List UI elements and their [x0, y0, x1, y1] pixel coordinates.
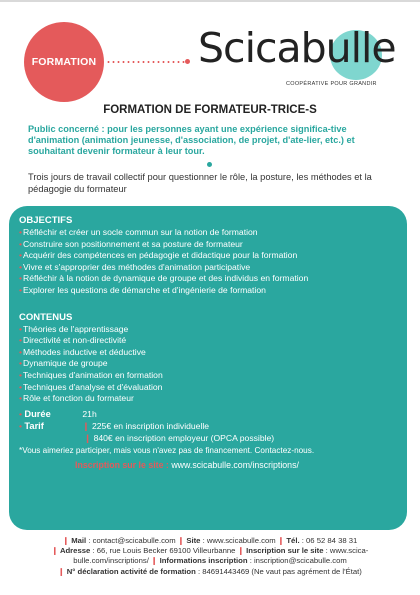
duree-label: Durée: [24, 408, 51, 419]
connector-end-dot: [185, 59, 190, 64]
inscription-label: Inscription sur le site :: [75, 459, 169, 470]
objectif-item-text: Construire son positionnement et sa posture de formateur: [23, 238, 243, 249]
footer-insc-link[interactable]: : www.scica-bulle.com/inscriptions/: [73, 546, 369, 566]
bullet-icon: •: [19, 284, 23, 295]
objectif-item-text: Acquérir des compétences en pédagogie et didactique pour la formation: [23, 250, 298, 261]
intro-text: Trois jours de travail collectif pour questionner le rôle, la posture, les méthodes et la pédagogie du formateur: [28, 172, 372, 194]
objectifs-title: OBJECTIFS: [19, 215, 73, 226]
bullet-icon: •: [19, 369, 23, 380]
contenu-item-text: Théories de l'apprentissage: [23, 323, 129, 334]
contenu-item-text: Rôle et fonction du formateur: [23, 393, 134, 404]
adresse-value: : 66, rue Louis Becker 69100 Villeurbanne: [92, 546, 236, 556]
contenus-title: CONTENUS: [19, 311, 73, 323]
objectif-item-text: Vivre et s'approprier des méthodes d'animation participative: [23, 261, 251, 272]
objectif-item: [19, 273, 399, 285]
dotted-connector: [106, 61, 186, 63]
page-title: FORMATION DE FORMATEUR-TRICE-S: [103, 104, 317, 116]
top-divider: [0, 0, 420, 2]
site-link[interactable]: : www.scicabulle.com: [202, 536, 276, 545]
objectif-item: [19, 250, 399, 262]
footer-contact: ❙ Mail : contact@scicabulle.com ❙ Site : www.scicabulle.com ❙ Tél. : 06 52 84 38 31 ❙ Adresse : 66, rue Louis Becker 69100 Villeurbanne ❙ Inscription sur le site : www.scica-bulle.com/inscriptions/ ❙ Informations inscription : inscription@scicabulle.com ❙ N° déclaration activité de formation : 84691443469 (Ne vaut pas agrément de l'État): [51, 536, 369, 576]
contenu-item: [19, 370, 399, 382]
separator-dot: [207, 162, 212, 167]
info-link[interactable]: : inscription@scicabulle.com: [249, 556, 347, 566]
contenu-item-text: Méthodes inductive et déductive: [23, 346, 146, 357]
tarif-row-2: [19, 432, 399, 444]
inscription-row: [19, 460, 399, 471]
objectif-item: [19, 262, 399, 274]
contenu-item: [19, 382, 399, 394]
adresse-label: Adresse: [59, 546, 91, 556]
tarif-value-2: 840€ en inscription employeur (OPCA possible): [93, 432, 275, 443]
objectif-item: [19, 227, 399, 239]
contenu-item-text: Dynamique de groupe: [23, 358, 108, 369]
objectif-item: [19, 285, 399, 297]
tarif-label: Tarif: [24, 420, 44, 431]
contenu-item: [19, 347, 399, 359]
site-label: Site: [186, 536, 201, 545]
bullet-icon: •: [19, 335, 23, 346]
badge-label: FORMATION: [31, 56, 97, 68]
bullet-icon: •: [19, 393, 23, 404]
tel-value: : 06 52 84 38 31: [301, 536, 358, 545]
contenu-item: [19, 358, 399, 370]
bullet-icon: •: [19, 250, 23, 261]
contenu-item: [19, 335, 399, 347]
bullet-icon: •: [19, 273, 23, 284]
duree-value: 21h: [82, 408, 97, 419]
bullet-icon: •: [19, 346, 23, 357]
inscription-link[interactable]: www.scicabulle.com/inscriptions/: [171, 459, 299, 470]
footer-insc-label: Inscription sur le site: [246, 546, 324, 556]
objectif-item-text: Explorer les questions de démarche et d'ingénierie de formation: [23, 284, 266, 295]
duree-row: [19, 408, 399, 420]
scicabulle-logo: [198, 20, 398, 100]
mail-label: Mail: [71, 536, 87, 545]
public-concerne: Public concerné : pour les personnes ayant une expérience significa-tive d'animation (animation jeunesse, d'association, de projet, d'ate-lier, etc.) et souhaitant devenir formateur à leur tour.: [28, 124, 355, 157]
objectifs-list: [19, 227, 399, 297]
tel-label: Tél.: [286, 536, 300, 545]
formation-badge: [24, 22, 104, 102]
contenu-item-text: Directivité et non-directivité: [23, 335, 127, 346]
bar-icon: ❙: [84, 432, 94, 443]
bullet-icon: •: [19, 323, 23, 334]
tarif-value-1: 225€ en inscription individuelle: [92, 420, 210, 431]
bullet-icon: •: [19, 227, 23, 237]
contenu-item-text: Techniques d'animation en formation: [23, 369, 163, 380]
objectif-item-text: Réfléchir à la notion de dynamique de groupe et des individus en formation: [23, 273, 309, 284]
bullet-icon: •: [19, 261, 23, 272]
bullet-icon: •: [19, 408, 25, 419]
info-label: Informations inscription: [159, 556, 248, 566]
declaration-value: : 84691443469 (Ne vaut pas agrément de l'État): [197, 566, 362, 576]
objectif-item-text: Réfléchir et créer un socle commun sur la notion de formation: [23, 227, 258, 237]
logo-wordmark: Scicabulle: [198, 24, 396, 72]
declaration-label: N° déclaration activité de formation: [66, 566, 196, 576]
objectif-item: [19, 239, 399, 251]
contenu-item: [19, 324, 399, 336]
contenu-item-text: Techniques d'analyse et d'évaluation: [23, 381, 163, 392]
bullet-icon: •: [19, 238, 23, 249]
bullet-icon: •: [19, 420, 25, 431]
mail-link[interactable]: : contact@scicabulle.com: [88, 536, 176, 545]
tarif-row: [19, 420, 399, 432]
bullet-icon: •: [19, 358, 23, 369]
bar-icon: ❙: [82, 420, 92, 431]
contenu-item: [19, 393, 399, 405]
contenus-list: [19, 324, 399, 405]
info-panel-content: [19, 215, 399, 471]
logo-tagline: COOPÉRATIVE POUR GRANDIR: [286, 81, 377, 87]
financement-note: *Vous aimeriez participer, mais vous n'avez pas de financement. Contactez-nous.: [19, 445, 315, 455]
bullet-icon: •: [19, 381, 23, 392]
